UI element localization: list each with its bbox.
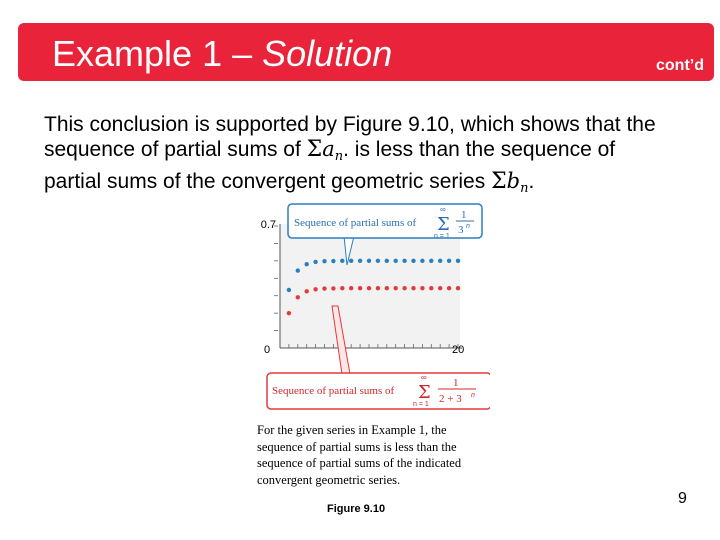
series-red-point-5 bbox=[322, 286, 326, 290]
series-blue-point-9 bbox=[358, 259, 362, 263]
callout-bottom-text: Sequence of partial sums of bbox=[272, 385, 395, 397]
title-main: Example 1 – bbox=[52, 33, 253, 74]
series-red-point-3 bbox=[305, 289, 309, 293]
callout-bottom-sigma: Σ bbox=[418, 382, 431, 403]
series-red-point-15 bbox=[411, 286, 415, 290]
callout-top-sum-upper: ∞ bbox=[440, 205, 446, 214]
figure-label: Figure 9.10 bbox=[327, 503, 386, 515]
series-blue-point-7 bbox=[340, 259, 344, 263]
callout-bottom-sum-lower: n = 1 bbox=[413, 401, 429, 408]
x-tick-label-origin: 0 bbox=[264, 344, 271, 356]
series-red-point-13 bbox=[394, 286, 398, 290]
series-red-point-20 bbox=[456, 286, 460, 290]
callout-top-text: Sequence of partial sums of bbox=[294, 217, 417, 229]
series-blue-point-20 bbox=[456, 259, 460, 263]
callout-top-sigma: Σ bbox=[437, 214, 450, 235]
series-blue-point-8 bbox=[349, 259, 353, 263]
series-red-point-2 bbox=[296, 295, 300, 299]
callout-top-den: 3 bbox=[458, 224, 464, 236]
body-part-1: This conclusion is supported by Figure 9.10, which shows that the sequence of partial sums of bbox=[44, 113, 656, 161]
series-red-point-14 bbox=[402, 286, 406, 290]
sigma-symbol-b: Σ bbox=[491, 169, 507, 194]
series-red-point-12 bbox=[385, 286, 389, 290]
series-red-point-18 bbox=[438, 286, 442, 290]
series-blue-point-17 bbox=[429, 259, 433, 263]
series-blue-point-5 bbox=[322, 259, 326, 263]
callout-bottom-den: 2 + 3 bbox=[439, 393, 462, 405]
series-blue-point-4 bbox=[313, 260, 317, 264]
series-red-point-9 bbox=[358, 286, 362, 290]
y-tick-label-top: 0.7 bbox=[260, 219, 276, 231]
callout-top-num: 1 bbox=[461, 209, 467, 221]
series-red-point-1 bbox=[287, 311, 291, 315]
series-blue-point-16 bbox=[420, 259, 424, 263]
y-ticks bbox=[274, 226, 278, 331]
series-blue-point-13 bbox=[394, 259, 398, 263]
page-number: 9 bbox=[678, 490, 687, 507]
series-red-point-4 bbox=[313, 287, 317, 291]
series-blue-point-15 bbox=[411, 259, 415, 263]
series-blue-point-19 bbox=[447, 259, 451, 263]
series-red-point-19 bbox=[447, 286, 451, 290]
callout-bottom-sum-upper: ∞ bbox=[421, 373, 427, 382]
body-end: . bbox=[528, 170, 535, 193]
body-part-2: is less than the sequence of partial sums of the convergent geometric series bbox=[44, 138, 616, 193]
series-red-point-10 bbox=[367, 286, 371, 290]
sigma-symbol-a: Σ bbox=[306, 137, 323, 162]
series-red-point-7 bbox=[340, 286, 344, 290]
subscript-n-a: n bbox=[334, 149, 344, 164]
callout-bottom-num: 1 bbox=[453, 377, 459, 389]
series-blue-point-12 bbox=[385, 259, 389, 263]
series-blue-point-6 bbox=[331, 259, 335, 263]
series-red-point-16 bbox=[420, 286, 424, 290]
slide-title bbox=[52, 34, 392, 74]
x-tick-label-end: 20 bbox=[452, 344, 465, 356]
series-blue-point-11 bbox=[376, 259, 380, 263]
series-blue-point-3 bbox=[305, 262, 309, 266]
title-italic: Solution bbox=[262, 33, 393, 74]
series-blue-point-14 bbox=[402, 259, 406, 263]
plot-background bbox=[280, 224, 460, 348]
series-blue-point-10 bbox=[367, 259, 371, 263]
series-blue-point-18 bbox=[438, 259, 442, 263]
series-blue-point-1 bbox=[287, 288, 291, 292]
series-red-point-6 bbox=[331, 286, 335, 290]
subscript-n-b: n bbox=[520, 181, 529, 196]
figure-caption: For the given series in Example 1, the sequence of partial sums is less than the sequence of partial sums of the indicated convergent geometric series. bbox=[257, 423, 462, 487]
title-bar bbox=[18, 23, 714, 81]
callout-top-exp: n bbox=[466, 223, 470, 230]
callout-top-sum-lower: n = 1 bbox=[434, 233, 450, 240]
variable-b: b bbox=[506, 169, 521, 193]
body-paragraph: This conclusion is supported by Figure 9.10, which shows that the sequence of partial sums of $\Sigma a_n$. is less than the sequence of partial sums of the convergent geometric series $\Sigma b_n$. bbox=[44, 113, 656, 196]
series-red-point-8 bbox=[349, 286, 353, 290]
variable-a: a bbox=[322, 137, 335, 161]
continued-label: cont’d bbox=[656, 57, 704, 74]
series-blue-point-2 bbox=[296, 268, 300, 272]
series-red-point-17 bbox=[429, 286, 433, 290]
series-red-point-11 bbox=[376, 286, 380, 290]
callout-bottom-exp: n bbox=[471, 392, 475, 399]
